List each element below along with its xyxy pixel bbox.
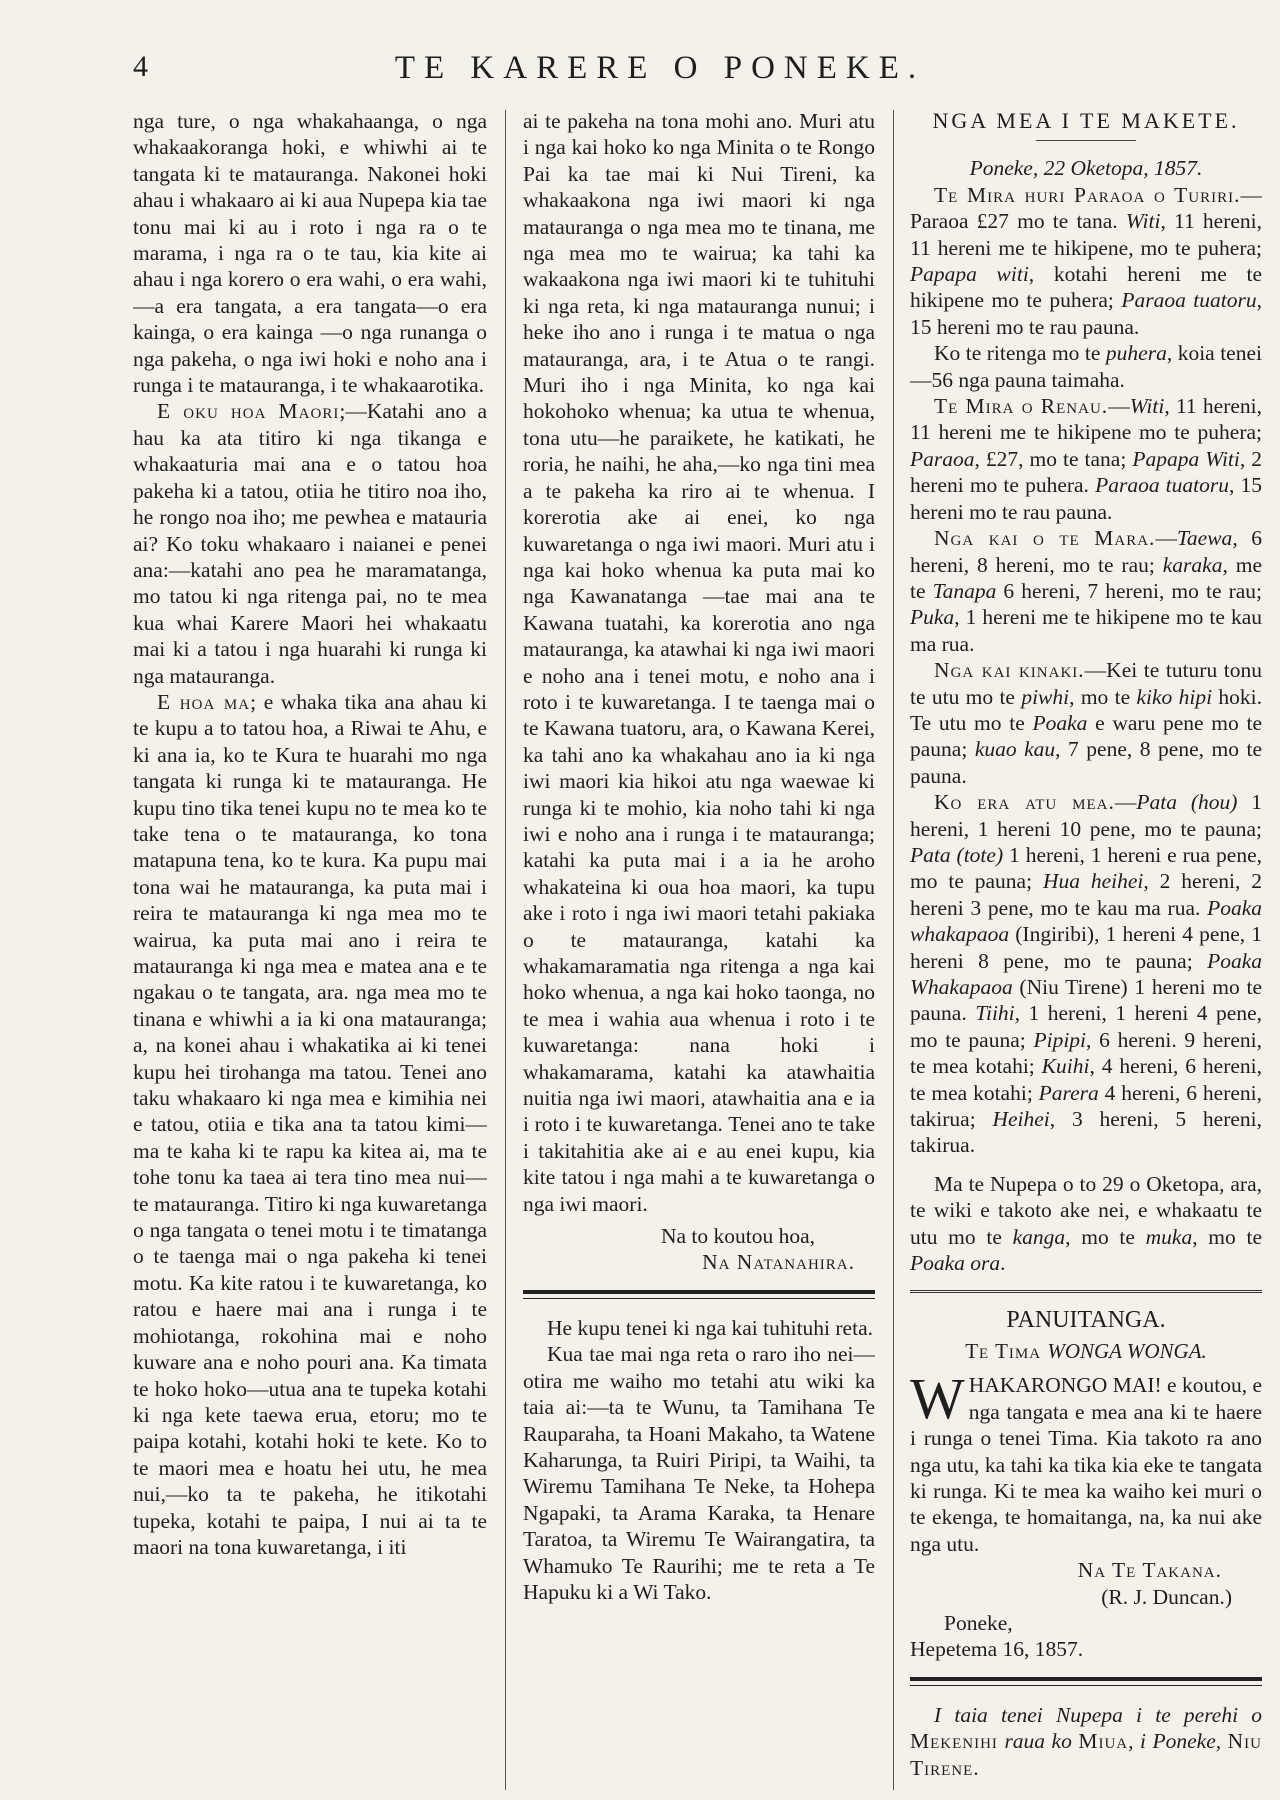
advert-signature: Na Te Takana. bbox=[1077, 1558, 1222, 1583]
section-rule bbox=[523, 1290, 875, 1294]
section-rule bbox=[910, 1290, 1262, 1293]
page-number: 4 bbox=[133, 50, 148, 83]
paragraph: E hoa ma; e whaka tika ana ahau ki te kupu a to tatou hoa, a Riwai te Ahu, e ki ana ia, ko te Kura te huarahi mo nga tangata ki runga ki te matauranga. He kupu tino tika tenei kupu no te mea ko te take tena o te matauranga, ko tona matapuna tena, ko te kura. Ka pupu mai tona wai he matauranga, ka puta mai i reira te matauranga ki nga mea mo te wairua, ka puta mai ano i reira te matauranga ki nga mea e matea ana e te ngakau o te tangata, ara. nga mea mo te tinana e whiwhi a ia ki ona matauranga; a, na konei ahau i whakatika ai ki tenei kupu hei tirohanga ma tatou. Tenei ano taku whakaaro ki nga mea e kimihia nei e tatou, otiia e tika ana ta tatou kimi—ma te kaha ki te rapu ka kitea ai, ma te tohe tonu ka taea ai tera tino mea nui—te matauranga. Titiro ki nga kuwaretanga o nga tangata o tenei motu i te timatanga o te taenga mai o nga pakeha ki tenei motu. Ka kite ratou i te kuwaretanga, ko ratou e haere mai ana i runga i te mohiotanga, rokohina mai e noho kuware ana e noho pouri ana. Ka timata te hoko hoko—utua ana te tupeka kotahi ki nga kete taewa erua, etoru; mo te paipa kotahi, kotahi hoki te kete. Ko to te maori mea e hoatu hei utu, he mea nui,—ko ta te pakeha, he itikotahi tupeka, kotahi te paipa, I nui ai ta te maori na tona kuwaretanga, i iti bbox=[133, 689, 487, 1559]
market-entry: Ko te ritenga mo te puhera, koia tenei—56 nga pauna taimaha. bbox=[910, 341, 1262, 392]
market-entry: Te Mira o Renau.—Witi, 11 hereni, 11 hereni me te hikipene mo te puhera; Paraoa, £27, mo te tana; Papapa Witi, 2 hereni mo te puhera. Paraoa tuatoru, 15 hereni mo te rau pauna. bbox=[910, 394, 1262, 524]
paragraph: nga ture, o nga whakahaanga, o nga whakaakoranga hoki, e whiwhi ai te tangata ki te matauranga. Nakonei hoki ahau i whakaaro ai ki aua Nupepa kia tae tonu mai ki au i roto i nga ra o te marama, i nga ra o te tau, kia kite ai ahau i nga korero o era wahi, o era wahi,—a era tangata, a era tangata—o era kainga, o era kainga —o nga runanga o nga pakeha, o nga iwi hoki e noho ana i runga i te matauranga, i te whakaarotika. bbox=[133, 109, 487, 398]
advert-place: Poneke, bbox=[944, 1610, 1013, 1635]
market-entry: Ma te Nupepa o to 29 o Oketopa, ara, te wiki e takoto ake nei, e whakaatu te utu mo te kanga, mo te muka, mo te Poaka ora. bbox=[910, 1171, 1262, 1276]
advert-date: Hepetema 16, 1857. bbox=[910, 1637, 1084, 1662]
market-entry: Nga kai o te Mara.—Taewa, 6 hereni, 8 hereni, mo te rau; karaka, me te Tanapa 6 hereni, 7 hereni, mo te rau; Puka, 1 hereni me te hikipene mo te kau ma rua. bbox=[910, 526, 1262, 656]
market-title: NGA MEA I TE MAKETE. bbox=[932, 108, 1240, 133]
column-divider bbox=[505, 110, 506, 1790]
drop-cap: W bbox=[910, 1366, 965, 1432]
market-date: Poneke, 22 Oketopa, 1857. bbox=[969, 156, 1203, 181]
market-entry: Ko era atu mea.—Pata (hou) 1 hereni, 1 hereni 10 pene, mo te pauna; Pata (tote) 1 hereni, 1 hereni e rua pene, mo te pauna; Hua heihei, 2 hereni, 2 hereni 3 pene, mo te kau ma rua. Poaka whakapaoa (Ingiribi), 1 hereni 4 pene, 1 hereni 8 pene, mo te pauna; Poaka Whakapaoa (Niu Tirene) 1 hereni mo te pauna. Tiihi, 1 hereni, 1 hereni 4 pene, mo te pauna; Pipipi, 6 hereni. 9 hereni, te mea kotahi; Kuihi, 4 hereni, 6 hereni, te mea kotahi; Parera 4 hereni, 6 hereni, takirua; Heihei, 3 hereni, 5 hereni, takirua. bbox=[910, 790, 1262, 1158]
market-entry: Nga kai kinaki.—Kei te tuturu tonu te utu mo te piwhi, mo te kiko hipi hoki. Te utu mo te Poaka e waru pene mo te pauna; kuao kau, 7 pene, 8 pene, mo te pauna. bbox=[910, 658, 1262, 788]
notice-body: Kua tae mai nga reta o raro iho nei—otira me waiho mo tetahi atu wiki ka taia ai:—ta te Wunu, ta Tamihana Te Rauparaha, ta Hoani Makaho, ta Watene Kaharunga, ta Ruiri Piripi, ta Waihi, ta Wiremu Tamihana Te Neke, ta Hohepa Ngapaki, ta Arama Karaka, ta Henare Taratoa, ta Wiremu Te Wairangatira, ta Whamuko Te Raurihi; me te reta a Te Hapuku ki a Wi Tako. bbox=[523, 1342, 875, 1604]
advert-title: PANUITANGA. bbox=[1006, 1307, 1166, 1334]
advert-subtitle: Te Tima WONGA WONGA. bbox=[965, 1338, 1207, 1363]
paragraph-lead: E oku hoa Maori bbox=[157, 399, 340, 424]
paragraph: ai te pakeha na tona mohi ano. Muri atu i nga kai hoko ko nga Minita o te Rongo Pai ka tae mai ki Nui Tireni, ka whakaakona nga iwi maori ki nga matauranga o nga mea mo te tinana, me nga mea mo te wairua; ka tahi ka wakaakona nga iwi maori ki te tuhituhi ki nga reta, ki nga matauranga nunui; i heke iho ano i runga i te matua o nga matauranga, ara, i te Atua o te rangi. Muri iho i nga Minita, ko nga kai hokohoko whenua; ka utua te whenua, tona utu—he paraikete, he katikati, he roria, he naihi, he aha,—ko nga tini mea a te pakeha ka riro ai te whenua. I korerotia ake ai enei, ko nga kuwaretanga o nga iwi maori. Muri atu i nga kai hoko whenua ka puta mai ko nga Kawanatanga —tae mai ana te Kawana tuatahi, ka korerotia ano nga matauranga, ka atawhai ki nga iwi maori e noho ana i tenei motu, e noho ana i roto i te kuwaretanga. I te taenga mai o te Kawana tuatoru, ara, o Kawana Kerei, ka tahi ano ka whakahau ano ia ki nga iwi maori kia hikoi atu nga waewae ki runga ki te mohio, kia noho tahi ki nga iwi e noho ana i runga i te matauranga; katahi ka puta mai i a ia he aroho whakateina ki oua hoa maori, ka tupu ake i roto i nga iwi maori tetahi pakiaka o te matauranga, katahi ka whakamaramatia nga ritenga a nga kai hoko whenua, a nga kai hoko taonga, no te mea i wahia aua whenua i roto i te kuwaretanga: nana hoki i whakamarama, katahi ka atawhaitia nuitia nga iwi maori, atawhaitia ana e ia i roto i te kuwaretanga. Tenei ano te take i takitahitia ake ai e au enei kupu, kia kite tatou i nga mahi a te kuwaretanga o nga iwi maori. bbox=[523, 109, 875, 1216]
imprint: I taia tenei Nupepa i te perehi o Mekenihi raua ko Miua, i Poneke, Niu Tirene. bbox=[910, 1702, 1262, 1780]
letter-signature: Na Natanahira. bbox=[702, 1250, 855, 1275]
column-1 bbox=[133, 108, 487, 1788]
title-rule bbox=[1036, 140, 1136, 141]
notice-heading: He kupu tenei ki nga kai tuhituhi reta. bbox=[547, 1315, 873, 1340]
section-rule bbox=[910, 1685, 1262, 1686]
section-rule bbox=[523, 1298, 875, 1299]
column-2 bbox=[523, 108, 875, 1788]
advert-signature-name: (R. J. Duncan.) bbox=[1101, 1584, 1232, 1609]
section-rule bbox=[910, 1677, 1262, 1681]
masthead-title: TE KARERE O PONEKE. bbox=[394, 50, 926, 86]
paragraph-lead: E hoa ma bbox=[157, 689, 251, 714]
column-3 bbox=[910, 108, 1262, 1788]
paragraph: E oku hoa Maori;—Katahi ano a hau ka ata titiro ki nga tikanga e whakaaturia mai ana e o tatou hoa pakeha ki a tatou, otiia he titiro noa iho, he rongo noa iho; me pewhea e matauria ai? Ko toku whakaaro i naianei e penei ana:—katahi ano pea he maramatanga, mo tatou ki nga ritenga pai, no te mea kua whai Karere Maori hei whakaatu mai ki a tatou i nga huarahi ki runga ki nga matauranga. bbox=[133, 399, 487, 688]
advert-body: WHAKARONGO MAI! e koutou, e nga tangata e mea ana ki te haere i runga o tenei Tima. Kia takoto ra ano nga utu, ka tahi ka tika kia eke te tangata ki runga. Ki te mea ka waiho kei muri o te ekenga, te homaitanga, na, ka nui ake nga utu. bbox=[910, 1366, 1262, 1556]
column-divider bbox=[893, 110, 894, 1790]
market-entry: Te Mira huri Paraoa o Turiri.—Paraoa £27 mo te tana. Witi, 11 hereni, 11 hereni me te hikipene, mo te puhera; Papapa witi, kotahi hereni me te hikipene mo te puhera; Paraoa tuatoru, 15 hereni mo te rau pauna. bbox=[910, 182, 1262, 339]
letter-closing: Na to koutou hoa, bbox=[660, 1224, 815, 1249]
